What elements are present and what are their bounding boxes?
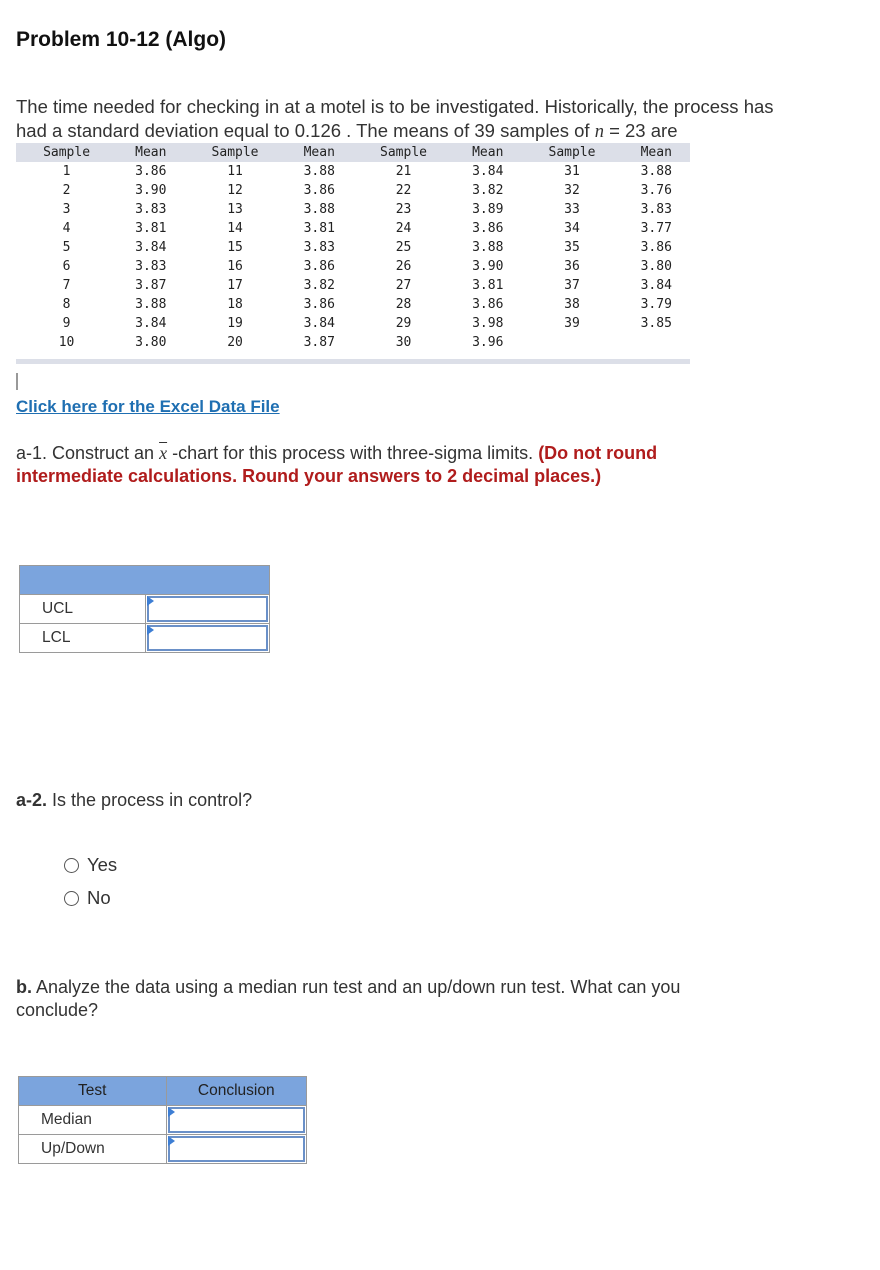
sample-number-cell: 9 bbox=[62, 316, 71, 331]
radio-yes-label: Yes bbox=[87, 854, 118, 875]
sample-number-cell: 26 bbox=[395, 259, 412, 274]
answer-marker-icon bbox=[147, 596, 154, 606]
sample-number-cell bbox=[521, 333, 622, 352]
updown-label: Up/Down bbox=[19, 1135, 167, 1164]
sample-mean-cell: 3.84 bbox=[472, 164, 504, 179]
table-row bbox=[16, 257, 690, 276]
sample-number-cell: 35 bbox=[564, 240, 580, 255]
sample-number-cell: 31 bbox=[564, 164, 580, 179]
sample-number-cell: 23 bbox=[395, 202, 412, 217]
sample-mean-cell: 3.86 bbox=[303, 297, 335, 312]
sample-mean-cell: 3.98 bbox=[472, 316, 504, 331]
sample-mean-cell: 3.81 bbox=[303, 221, 335, 236]
statement-line-2 bbox=[16, 119, 856, 144]
table-row bbox=[16, 238, 690, 257]
column-header: Sample bbox=[521, 143, 622, 162]
column-header: Mean bbox=[454, 143, 521, 162]
problem-statement bbox=[16, 95, 856, 144]
column-header: Mean bbox=[623, 143, 690, 162]
sample-mean-cell: 3.79 bbox=[640, 297, 672, 312]
sample-number-cell: 19 bbox=[227, 316, 243, 331]
answer-marker-icon bbox=[147, 625, 154, 635]
sample-number-cell: 33 bbox=[564, 202, 580, 217]
sample-mean-cell: 3.80 bbox=[640, 259, 672, 274]
excel-data-link[interactable]: Click here for the Excel Data File bbox=[16, 397, 280, 416]
statement-text-end: = 23 are bbox=[603, 120, 678, 141]
sample-number-cell: 18 bbox=[227, 297, 243, 312]
question-a1-prefix: a-1. Construct an bbox=[16, 443, 160, 463]
x-bar-symbol: $\overline{x}$ bbox=[159, 443, 168, 463]
sample-number-cell: 24 bbox=[395, 221, 412, 236]
sample-number-cell: 13 bbox=[227, 202, 243, 217]
sample-mean-cell: 3.87 bbox=[303, 335, 335, 350]
sample-mean-cell: 3.88 bbox=[135, 297, 167, 312]
question-a2-label: a-2. bbox=[16, 790, 48, 810]
sample-mean-cell: 3.77 bbox=[640, 221, 672, 236]
sample-means-table bbox=[16, 143, 690, 352]
sample-mean-cell: 3.87 bbox=[135, 278, 167, 293]
sample-mean-cell: 3.86 bbox=[303, 259, 335, 274]
sample-mean-cell: 3.86 bbox=[303, 183, 335, 198]
sample-mean-cell: 3.96 bbox=[472, 335, 504, 350]
sample-mean-cell: 3.88 bbox=[472, 240, 504, 255]
radio-no-label: No bbox=[87, 887, 111, 908]
sample-number-cell: 25 bbox=[395, 240, 412, 255]
median-conclusion-input[interactable] bbox=[168, 1107, 306, 1133]
ucl-cell bbox=[145, 595, 269, 624]
question-a2-text: Is the process in control? bbox=[47, 790, 253, 810]
sample-mean-cell: 3.82 bbox=[303, 278, 335, 293]
sample-mean-cell: 3.83 bbox=[640, 202, 672, 217]
sample-number-cell: 34 bbox=[564, 221, 580, 236]
sample-number-cell: 1 bbox=[62, 164, 71, 179]
sample-number-cell: 38 bbox=[564, 297, 580, 312]
table-body bbox=[16, 162, 690, 352]
sample-number-cell: 27 bbox=[395, 278, 412, 293]
sample-mean-cell: 3.76 bbox=[640, 183, 672, 198]
radio-button-icon[interactable] bbox=[64, 891, 79, 906]
sample-number-cell: 8 bbox=[62, 297, 71, 312]
lcl-cell bbox=[145, 624, 269, 653]
sample-number-cell: 30 bbox=[395, 335, 412, 350]
sample-mean-cell: 3.85 bbox=[640, 316, 672, 331]
problem-title: Problem 10-12 (Algo) bbox=[16, 28, 227, 51]
sample-mean-cell: 3.86 bbox=[472, 221, 504, 236]
column-header: Sample bbox=[16, 143, 117, 162]
table-row bbox=[16, 295, 690, 314]
sample-number-cell: 4 bbox=[62, 221, 71, 236]
sample-mean-cell: 3.81 bbox=[135, 221, 167, 236]
sample-mean-cell: 3.80 bbox=[135, 335, 167, 350]
statement-line-1: The time needed for checking in at a motel is to be investigated. Historically, the process has bbox=[16, 96, 774, 117]
sample-mean-cell: 3.84 bbox=[135, 316, 167, 331]
radio-yes[interactable] bbox=[64, 854, 117, 876]
sample-number-cell: 11 bbox=[227, 164, 243, 179]
lcl-label: LCL bbox=[20, 624, 146, 653]
sample-number-cell: 20 bbox=[227, 335, 243, 350]
sample-mean-cell: 3.81 bbox=[472, 278, 504, 293]
rounding-instruction: (Do not round bbox=[538, 443, 658, 463]
sample-number-cell: 37 bbox=[564, 278, 580, 293]
question-b-text: Analyze the data using a median run test and an up/down run test. What can you bbox=[32, 977, 681, 997]
column-header: Sample bbox=[353, 143, 454, 162]
column-header: Mean bbox=[117, 143, 184, 162]
sample-mean-cell: 3.90 bbox=[472, 259, 504, 274]
lcl-input[interactable] bbox=[147, 625, 268, 651]
table-bottom-rule bbox=[16, 359, 690, 364]
sample-number-cell: 6 bbox=[62, 259, 71, 274]
question-b-line-1 bbox=[16, 976, 856, 999]
run-test-grid bbox=[18, 1076, 307, 1164]
answer-marker-icon bbox=[168, 1136, 175, 1146]
sample-number-cell: 7 bbox=[62, 278, 71, 293]
table-row bbox=[16, 219, 690, 238]
sample-number-cell: 28 bbox=[395, 297, 412, 312]
median-cell bbox=[166, 1106, 307, 1135]
sample-mean-cell: 3.84 bbox=[640, 278, 672, 293]
updown-conclusion-input[interactable] bbox=[168, 1136, 306, 1162]
rounding-instruction-cont: intermediate calculations. Round your answers to 2 decimal places.) bbox=[16, 466, 602, 486]
sample-number-cell: 12 bbox=[227, 183, 243, 198]
sample-number-cell: 17 bbox=[227, 278, 243, 293]
sample-mean-cell: 3.84 bbox=[303, 316, 335, 331]
sample-mean-cell: 3.86 bbox=[640, 240, 672, 255]
test-column-header: Test bbox=[19, 1077, 167, 1106]
question-a1 bbox=[16, 442, 856, 488]
sample-mean-cell: 3.82 bbox=[472, 183, 504, 198]
column-header: Mean bbox=[286, 143, 353, 162]
radio-no[interactable] bbox=[64, 887, 111, 909]
question-b-label: b. bbox=[16, 977, 32, 997]
sample-number-cell: 14 bbox=[227, 221, 243, 236]
sample-number-cell: 22 bbox=[395, 183, 412, 198]
table-row bbox=[16, 314, 690, 333]
sample-mean-cell: 3.89 bbox=[472, 202, 504, 217]
sample-number-cell: 21 bbox=[395, 164, 412, 179]
question-b-text-cont: conclude? bbox=[16, 1000, 99, 1020]
sample-mean-cell: 3.86 bbox=[472, 297, 504, 312]
sample-number-cell: 5 bbox=[62, 240, 71, 255]
table-row bbox=[16, 333, 690, 352]
sample-mean-cell bbox=[623, 333, 690, 352]
question-a1-text: -chart for this process with three-sigma limits. bbox=[167, 443, 539, 463]
sample-mean-cell: 3.84 bbox=[135, 240, 167, 255]
ucl-input[interactable] bbox=[147, 596, 268, 622]
table-row bbox=[16, 181, 690, 200]
sample-size-variable: n bbox=[594, 122, 604, 142]
table-row bbox=[16, 162, 690, 181]
column-header: Sample bbox=[184, 143, 285, 162]
question-a2 bbox=[16, 789, 252, 812]
sample-mean-cell: 3.88 bbox=[640, 164, 672, 179]
sample-mean-cell: 3.88 bbox=[303, 164, 335, 179]
median-label: Median bbox=[19, 1106, 167, 1135]
sample-mean-cell: 3.83 bbox=[135, 259, 167, 274]
sample-number-cell: 2 bbox=[62, 183, 71, 198]
sample-number-cell: 16 bbox=[227, 259, 243, 274]
table-header-row bbox=[16, 143, 690, 162]
sample-mean-cell: 3.90 bbox=[135, 183, 167, 198]
control-limits-grid bbox=[19, 565, 270, 653]
sample-mean-cell: 3.86 bbox=[135, 164, 167, 179]
text-cursor bbox=[16, 373, 18, 390]
table-row bbox=[16, 276, 690, 295]
question-b bbox=[16, 976, 856, 1022]
sample-number-cell: 32 bbox=[564, 183, 580, 198]
updown-cell bbox=[166, 1135, 307, 1164]
sample-number-cell: 3 bbox=[62, 202, 71, 217]
table-row bbox=[16, 200, 690, 219]
answer-marker-icon bbox=[168, 1107, 175, 1117]
question-a1-line-1 bbox=[16, 442, 856, 465]
statement-text: had a standard deviation equal to 0.126 . The means of 39 samples of bbox=[16, 120, 595, 141]
sample-mean-cell: 3.88 bbox=[303, 202, 335, 217]
sample-mean-cell: 3.83 bbox=[303, 240, 335, 255]
conclusion-column-header: Conclusion bbox=[166, 1077, 307, 1106]
sample-number-cell: 10 bbox=[58, 335, 75, 350]
sample-number-cell: 15 bbox=[227, 240, 243, 255]
grid-header bbox=[20, 566, 270, 595]
ucl-label: UCL bbox=[20, 595, 146, 624]
sample-mean-cell: 3.83 bbox=[135, 202, 167, 217]
sample-number-cell: 29 bbox=[395, 316, 412, 331]
sample-number-cell: 36 bbox=[564, 259, 580, 274]
radio-button-icon[interactable] bbox=[64, 858, 79, 873]
sample-number-cell: 39 bbox=[564, 316, 580, 331]
